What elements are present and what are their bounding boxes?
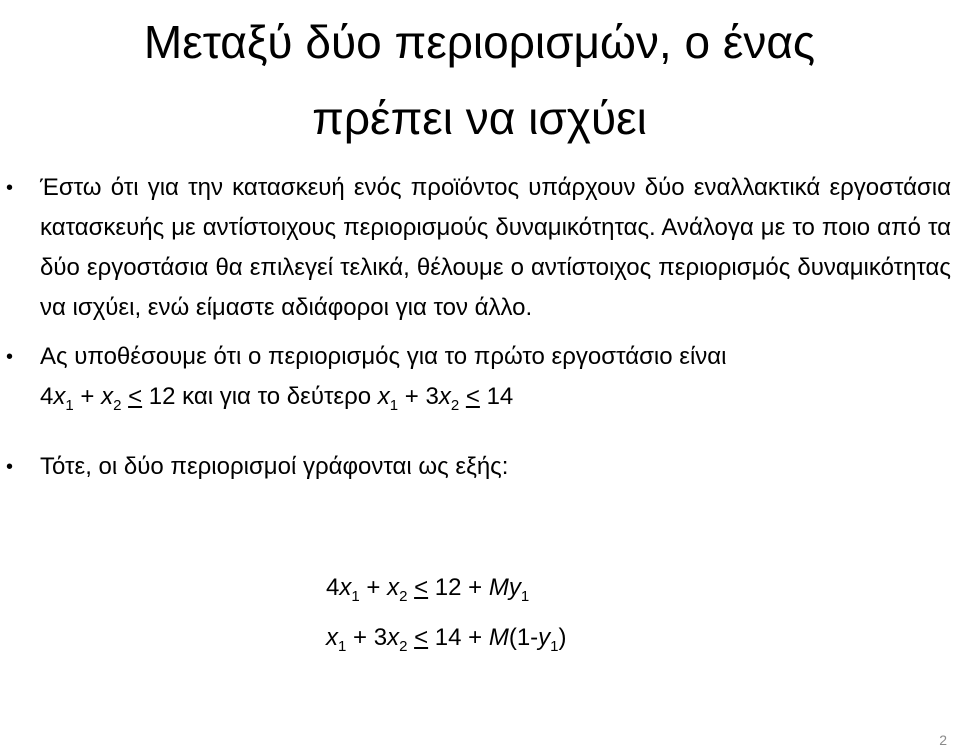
bullet-2-mid: και για το δεύτερο bbox=[182, 383, 372, 410]
bullet-3-text: Τότε, οι δύο περιορισμοί γράφονται ως εξής: bbox=[40, 453, 509, 480]
equation-1: $4x_1 + x_2 < 12 + My_1$ bbox=[326, 574, 530, 605]
constraint-factory-2: $x_1 + 3x_2 < 14$ bbox=[377, 383, 514, 414]
page-number: 2 bbox=[939, 732, 947, 748]
bullet-dot-icon: • bbox=[6, 456, 14, 478]
constraint-factory-1: $4x_1 + x_2 < 12$ bbox=[40, 383, 176, 414]
slide-title bbox=[0, 0, 959, 156]
title-line-1: Μεταξύ δύο περιορισμών, ο ένας bbox=[143, 16, 816, 68]
bullet-2-intro: Ας υποθέσουμε ότι ο περιορισμός για το πρώτο εργοστάσιο είναι bbox=[40, 343, 727, 370]
bullet-1-text: Έστω ότι για την κατασκευή ενός προϊόντος υπάρχουν δύο εναλλακτικά εργοστάσια κατασκευής με αντίστοιχους περιορισμούς δυναμικότητας. Ανάλογα με το ποιο από τα δύο εργοστάσια θα επιλεγεί τελικά, θέλουμε ο αντίστοιχος περιορισμός δυναμικότητας να ισχύει, ενώ είμαστε αδιάφοροι για τον άλλο. bbox=[40, 174, 951, 321]
bullet-2 bbox=[0, 337, 959, 417]
bullet-1 bbox=[0, 168, 959, 328]
bullet-dot-icon: • bbox=[6, 177, 14, 199]
bullet-3 bbox=[0, 447, 959, 487]
equation-2: $x_1 + 3x_2 < 14 + M(1-y_1)$ bbox=[326, 624, 567, 655]
title-line-2: πρέπει να ισχύει bbox=[312, 92, 647, 144]
slide-body bbox=[0, 168, 959, 487]
bullet-dot-icon: • bbox=[6, 346, 14, 368]
